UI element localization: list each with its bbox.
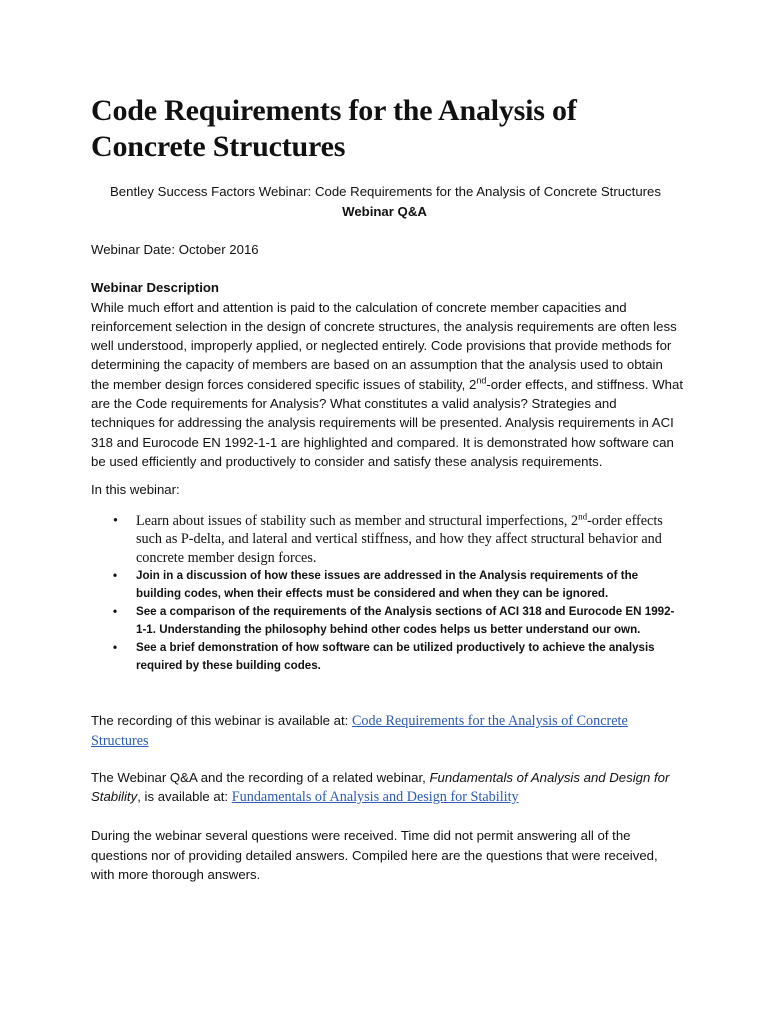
list-item xyxy=(91,512,678,568)
bullet-icon: • xyxy=(113,569,118,583)
list-item-text-4: See a brief demonstration of how software can be utilized productively to achieve the analysis required by these building codes. xyxy=(136,641,655,673)
webinar-topics-list xyxy=(91,512,678,676)
related-middle: , is available at: xyxy=(137,789,232,805)
description-text-1: While much effort and attention is paid to the calculation of concrete member capacities and reinforcement selection in the design of concrete structures, the analysis requirements are often less well understood, improperly applied, or neglected entirely. Code provisions that provide methods for determining the capacity of members are based on an assumption that the analysis used to obtain the member design forces considered specific issues of stability, 2 xyxy=(91,299,677,392)
recording-prefix: The recording of this webinar is available at: xyxy=(91,713,352,729)
related-webinar-paragraph xyxy=(91,768,678,807)
description-heading: Webinar Description xyxy=(91,280,219,296)
bullet-icon: • xyxy=(113,605,118,619)
recording-paragraph xyxy=(91,711,678,751)
description-paragraph xyxy=(91,298,684,472)
bullet-icon: • xyxy=(113,641,118,655)
description-text-2: -order effects, and stiffness. What are the Code requirements for Analysis? What constitutes a valid analysis? Strategies and techniques for addressing the analysis requirements will be presented. Analysis requirements in ACI 318 and Eurocode EN 1992-1-1 are highlighted and compared. It is demonstrated how software can be used efficiently and productively to consider and satisfy these analysis requirements. xyxy=(91,376,684,469)
in-this-webinar-label: In this webinar: xyxy=(91,482,180,498)
list-item-text-2: Join in a discussion of how these issues are addressed in the Analysis requirements of the building codes, when their effects must be considered and when they can be ignored. xyxy=(136,569,639,601)
related-webinar-link[interactable]: Fundamentals of Analysis and Design for Stability xyxy=(231,789,519,806)
list-item xyxy=(91,567,678,603)
list-item-sup: nd xyxy=(578,510,588,521)
description-sup: nd xyxy=(476,375,487,386)
list-item-text-1b: -order effects such as P-delta, and lateral and vertical stiffness, and how they affect structural behavior and concrete member design forces. xyxy=(136,512,663,566)
webinar-qa-heading: Webinar Q&A xyxy=(342,204,427,219)
list-item xyxy=(91,639,678,675)
list-item-text-1a: Learn about issues of stability such as member and structural imperfections, 2 xyxy=(136,512,579,529)
document-title: Code Requirements for the Analysis of Concrete Structures xyxy=(91,94,577,163)
related-title-italic: Fundamentals of Analysis and Design for Stability xyxy=(91,770,670,805)
webinar-subtitle: Bentley Success Factors Webinar: Code Requirements for the Analysis of Concrete Structures xyxy=(110,184,661,199)
webinar-date: Webinar Date: October 2016 xyxy=(91,242,259,257)
recording-link[interactable]: Code Requirements for the Analysis of Concrete Structures xyxy=(91,713,628,750)
related-prefix: The Webinar Q&A and the recording of a related webinar, xyxy=(91,770,430,786)
list-item-text-3: See a comparison of the requirements of the Analysis sections of ACI 318 and Eurocode EN 1992-1-1. Understanding the philosophy behind other codes helps us better understand our own. xyxy=(136,605,675,637)
questions-paragraph: During the webinar several questions were received. Time did not permit answering all of the questions nor of providing detailed answers. Compiled here are the questions that were received, with more thorough answers. xyxy=(91,828,658,883)
bullet-icon: • xyxy=(113,512,118,529)
list-item xyxy=(91,603,678,639)
